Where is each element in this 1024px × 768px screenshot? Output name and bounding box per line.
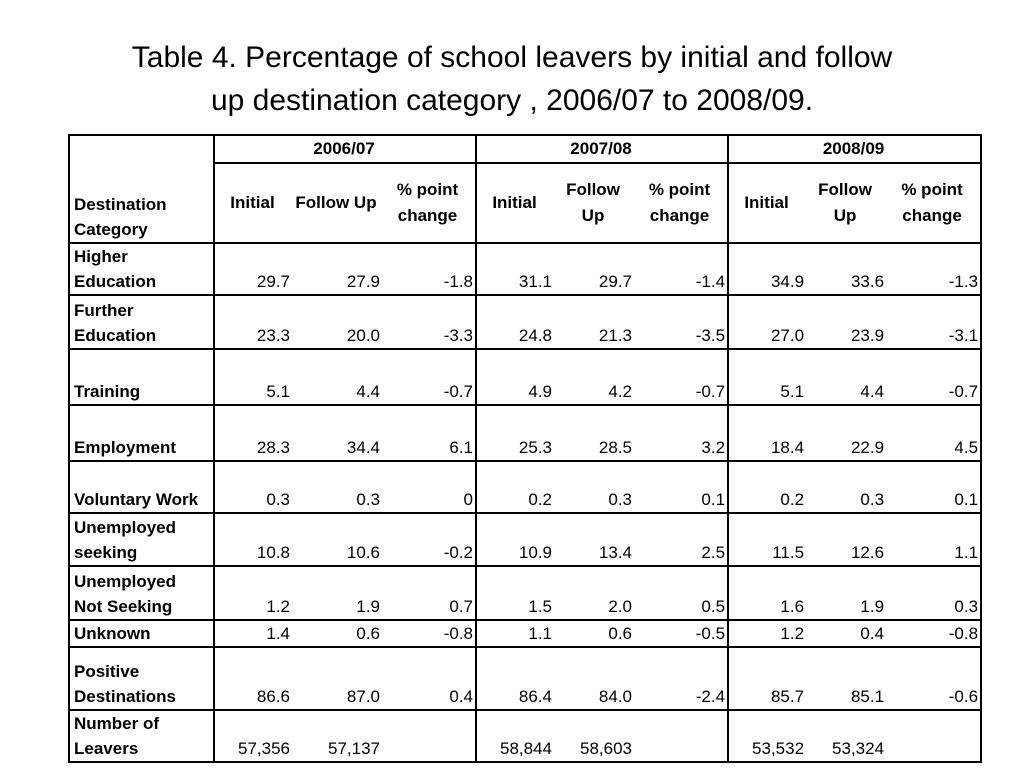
table-cell: -1.3 bbox=[886, 243, 981, 295]
table-cell bbox=[886, 710, 981, 762]
table-cell: 10.6 bbox=[292, 513, 382, 566]
table-cell: 21.3 bbox=[554, 295, 634, 349]
table-cell: -0.7 bbox=[886, 349, 981, 405]
table-cell: 25.3 bbox=[476, 405, 554, 461]
table-cell: 0.3 bbox=[886, 566, 981, 620]
page-title bbox=[0, 36, 1024, 122]
table-cell: 23.9 bbox=[806, 295, 886, 349]
table-cell: 13.4 bbox=[554, 513, 634, 566]
table-cell: 2.5 bbox=[634, 513, 728, 566]
table-cell: 86.6 bbox=[214, 647, 292, 710]
table-cell: 0.1 bbox=[634, 461, 728, 513]
table-row bbox=[69, 349, 981, 405]
table-cell: 1.2 bbox=[728, 620, 806, 647]
table-cell: 0.6 bbox=[554, 620, 634, 647]
table-cell: 0.5 bbox=[634, 566, 728, 620]
table-row bbox=[69, 243, 981, 295]
subheader-follow-up-1: Follow Up bbox=[554, 163, 634, 243]
table-cell: 0.2 bbox=[476, 461, 554, 513]
table-cell: 2.0 bbox=[554, 566, 634, 620]
subheader-follow-up-2: Follow Up bbox=[806, 163, 886, 243]
subheader-follow-up-0: Follow Up bbox=[292, 163, 382, 243]
table-cell: 10.9 bbox=[476, 513, 554, 566]
table-cell: -0.2 bbox=[382, 513, 476, 566]
table-row bbox=[69, 405, 981, 461]
table-cell: 86.4 bbox=[476, 647, 554, 710]
destination-table bbox=[68, 134, 982, 763]
year-header-2008-09: 2008/09 bbox=[728, 135, 981, 163]
table-cell: 31.1 bbox=[476, 243, 554, 295]
table-cell: -3.3 bbox=[382, 295, 476, 349]
table-cell: 0.3 bbox=[554, 461, 634, 513]
table-cell: -3.5 bbox=[634, 295, 728, 349]
table-cell: 1.9 bbox=[806, 566, 886, 620]
subheader-point-change-0: % point change bbox=[382, 163, 476, 243]
table-cell: 10.8 bbox=[214, 513, 292, 566]
table-row bbox=[69, 566, 981, 620]
table-cell: 23.3 bbox=[214, 295, 292, 349]
table-cell: 53,324 bbox=[806, 710, 886, 762]
table-row bbox=[69, 513, 981, 566]
table-cell: 1.1 bbox=[886, 513, 981, 566]
table-cell: 87.0 bbox=[292, 647, 382, 710]
table-cell: 0.7 bbox=[382, 566, 476, 620]
table-cell: -3.1 bbox=[886, 295, 981, 349]
subheader-initial-0: Initial bbox=[214, 163, 292, 243]
table-cell: 3.2 bbox=[634, 405, 728, 461]
table-cell: -1.8 bbox=[382, 243, 476, 295]
table-cell: -0.7 bbox=[382, 349, 476, 405]
title-line-2: up destination category , 2006/07 to 2008/09. bbox=[210, 84, 814, 117]
table-cell: 4.9 bbox=[476, 349, 554, 405]
table-cell: 4.4 bbox=[292, 349, 382, 405]
table-cell: 27.0 bbox=[728, 295, 806, 349]
table-cell: 0.1 bbox=[886, 461, 981, 513]
table-cell: -0.7 bbox=[634, 349, 728, 405]
table-cell: 0.2 bbox=[728, 461, 806, 513]
table-row bbox=[69, 620, 981, 647]
corner-label: Destination Category bbox=[74, 195, 167, 239]
year-header-row bbox=[69, 135, 981, 163]
table-cell: 85.1 bbox=[806, 647, 886, 710]
table-row bbox=[69, 710, 981, 762]
row-category: Unknown bbox=[69, 620, 214, 647]
subheader-point-change-1: % point change bbox=[634, 163, 728, 243]
table-cell: 11.5 bbox=[728, 513, 806, 566]
table-cell: 18.4 bbox=[728, 405, 806, 461]
row-category: Employment bbox=[69, 405, 214, 461]
table-cell: 1.2 bbox=[214, 566, 292, 620]
table-cell: 4.5 bbox=[886, 405, 981, 461]
table-cell: 0 bbox=[382, 461, 476, 513]
row-category: Unemployed Not Seeking bbox=[69, 566, 214, 620]
table-cell: 1.5 bbox=[476, 566, 554, 620]
row-category: Unemployed seeking bbox=[69, 513, 214, 566]
row-category: Further Education bbox=[69, 295, 214, 349]
table-cell: 4.4 bbox=[806, 349, 886, 405]
table-cell: 1.6 bbox=[728, 566, 806, 620]
table-cell: -0.6 bbox=[886, 647, 981, 710]
table-cell: 34.9 bbox=[728, 243, 806, 295]
table-cell: 4.2 bbox=[554, 349, 634, 405]
subheader-point-change-2: % point change bbox=[886, 163, 981, 243]
table-cell bbox=[634, 710, 728, 762]
year-header-2006-07: 2006/07 bbox=[214, 135, 476, 163]
table-cell: 0.3 bbox=[214, 461, 292, 513]
table-cell: 5.1 bbox=[214, 349, 292, 405]
table-cell: 28.3 bbox=[214, 405, 292, 461]
table-cell: 20.0 bbox=[292, 295, 382, 349]
table-cell: -0.8 bbox=[382, 620, 476, 647]
table-cell: 29.7 bbox=[214, 243, 292, 295]
row-category: Training bbox=[69, 349, 214, 405]
table-cell: 0.3 bbox=[806, 461, 886, 513]
row-category: Higher Education bbox=[69, 243, 214, 295]
table-cell: 85.7 bbox=[728, 647, 806, 710]
row-category: Number of Leavers bbox=[69, 710, 214, 762]
table-cell bbox=[382, 710, 476, 762]
year-header-2007-08: 2007/08 bbox=[476, 135, 728, 163]
table-cell: 84.0 bbox=[554, 647, 634, 710]
title-line-1: Table 4. Percentage of school leavers by initial and follow bbox=[131, 41, 893, 74]
table-row bbox=[69, 295, 981, 349]
table-cell: 0.6 bbox=[292, 620, 382, 647]
table-cell: 27.9 bbox=[292, 243, 382, 295]
table-cell: 57,356 bbox=[214, 710, 292, 762]
table-cell: 53,532 bbox=[728, 710, 806, 762]
table-cell: 24.8 bbox=[476, 295, 554, 349]
table-cell: -0.8 bbox=[886, 620, 981, 647]
table-cell: 0.3 bbox=[292, 461, 382, 513]
table-cell: -0.5 bbox=[634, 620, 728, 647]
table-cell: 57,137 bbox=[292, 710, 382, 762]
table-cell: 1.9 bbox=[292, 566, 382, 620]
table-cell: 5.1 bbox=[728, 349, 806, 405]
table-body bbox=[69, 135, 981, 762]
table-cell: 58,844 bbox=[476, 710, 554, 762]
table-cell: 22.9 bbox=[806, 405, 886, 461]
table-cell: -1.4 bbox=[634, 243, 728, 295]
table-cell: 1.4 bbox=[214, 620, 292, 647]
table-row bbox=[69, 647, 981, 710]
table-cell: 12.6 bbox=[806, 513, 886, 566]
subheader-initial-2: Initial bbox=[728, 163, 806, 243]
table-cell: 58,603 bbox=[554, 710, 634, 762]
table-cell: 28.5 bbox=[554, 405, 634, 461]
corner-header-cell bbox=[69, 135, 214, 243]
table-cell: 0.4 bbox=[806, 620, 886, 647]
table-cell: 1.1 bbox=[476, 620, 554, 647]
table-row bbox=[69, 461, 981, 513]
row-category: Positive Destinations bbox=[69, 647, 214, 710]
table-cell: 34.4 bbox=[292, 405, 382, 461]
row-category: Voluntary Work bbox=[69, 461, 214, 513]
table-cell: 0.4 bbox=[382, 647, 476, 710]
table-cell: -2.4 bbox=[634, 647, 728, 710]
table-cell: 29.7 bbox=[554, 243, 634, 295]
table-cell: 6.1 bbox=[382, 405, 476, 461]
subheader-initial-1: Initial bbox=[476, 163, 554, 243]
table-cell: 33.6 bbox=[806, 243, 886, 295]
